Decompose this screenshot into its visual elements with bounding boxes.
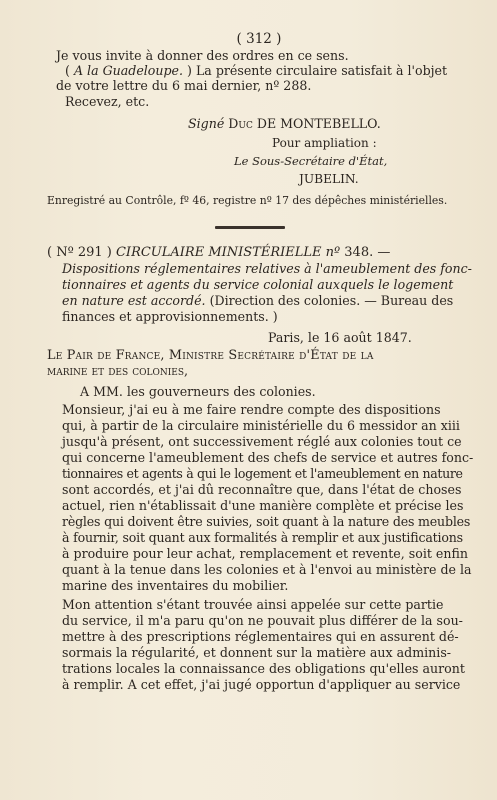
date-line: Paris, le 16 août 1847. xyxy=(268,330,412,345)
ampliation: Pour ampliation : xyxy=(272,136,377,150)
p1-line-1: Monsieur, j'ai eu à me faire rendre compte des dispositions xyxy=(62,402,441,417)
subject-line-3: en nature est accordé. (Direction des colonies. — Bureau des xyxy=(62,293,454,308)
salutation: Recevez, etc. xyxy=(65,94,150,109)
subject-line-4: finances et approvisionnements. ) xyxy=(62,309,278,324)
subject-line-2: tionnaires et agents du service colonial auxquels le logement xyxy=(62,277,454,292)
closing-line: Je vous invite à donner des ordres en ce sens. xyxy=(56,48,349,63)
p1-line-9: à fournir, soit quant aux formalités à remplir et aux justifications xyxy=(62,530,463,545)
circular-heading xyxy=(47,245,453,260)
minister-heading-2: marine et des colonies, xyxy=(47,364,189,379)
p1-line-6: sont accordés, et j'ai dû reconnaître que, dans l'état de choses xyxy=(62,482,462,497)
p1-line-7: actuel, rien n'établissait d'une manière complète et précise les xyxy=(62,498,464,513)
p1-line-10: à produire pour leur achat, remplacement et revente, soit enfin xyxy=(62,546,468,561)
circular-title: CIRCULAIRE MINISTÉRIELLE nº xyxy=(115,245,341,260)
page-number: ( 312 ) xyxy=(236,31,282,47)
subject-line-1: Dispositions réglementaires relatives à l'ameublement des fonc- xyxy=(62,261,472,276)
p1-line-2: qui, à partir de la circulaire ministérielle du 6 messidor an xiii xyxy=(62,418,460,433)
p2-line-5: trations locales la connaissance des obligations qu'elles auront xyxy=(62,661,465,676)
p2-line-2: du service, il m'a paru qu'on ne pouvait plus différer de la sou- xyxy=(62,613,463,628)
letter-reference: de votre lettre du 6 mai dernier, nº 288. xyxy=(56,78,312,93)
guadeloupe-note: ( A la Guadeloupe. ) La présente circulaire satisfait à l'objet xyxy=(65,63,448,78)
addressee: A MM. les gouverneurs des colonies. xyxy=(80,384,316,399)
circular-number: ( Nº 291 ) xyxy=(47,245,112,260)
p1-line-5: tionnaires et agents à qui le logement et l'ameublement en nature xyxy=(62,466,463,481)
section-divider xyxy=(215,226,285,229)
registration-note: Enregistré au Contrôle, fº 46, registre nº 17 des dépêches ministérielles. xyxy=(47,194,448,207)
circular-title-number: 348. — xyxy=(344,245,391,260)
p1-line-8: règles qui doivent être suivies, soit quant à la nature des meubles xyxy=(62,514,471,529)
p1-line-4: qui concerne l'ameublement des chefs de service et autres fonc- xyxy=(62,450,474,465)
sous-secretaire: Le Sous-Secrétaire d'État, xyxy=(234,154,388,168)
jubelin: JUBELIN. xyxy=(299,172,359,186)
p2-line-4: sormais la régularité, et donnent sur la matière aux adminis- xyxy=(62,645,452,660)
signature-line: Signé Duc DE MONTEBELLO. xyxy=(188,116,381,131)
p1-line-12: marine des inventaires du mobilier. xyxy=(62,578,289,593)
p2-line-6: à remplir. A cet effet, j'ai jugé opportun d'appliquer au service xyxy=(62,677,461,692)
guadeloupe-label: A la Guadeloupe. xyxy=(73,63,184,78)
p2-line-1: Mon attention s'étant trouvée ainsi appelée sur cette partie xyxy=(62,597,444,612)
p1-line-11: quant à la tenue dans les colonies et à l'envoi au ministère de la xyxy=(62,562,472,577)
p1-line-3: jusqu'à présent, ont successivement réglé aux colonies tout ce xyxy=(62,434,462,449)
minister-heading-1: Le Pair de France, Ministre Secrétaire d'État de la xyxy=(47,348,374,363)
p2-line-3: mettre à des prescriptions réglementaires qui en assurent dé- xyxy=(62,629,459,644)
